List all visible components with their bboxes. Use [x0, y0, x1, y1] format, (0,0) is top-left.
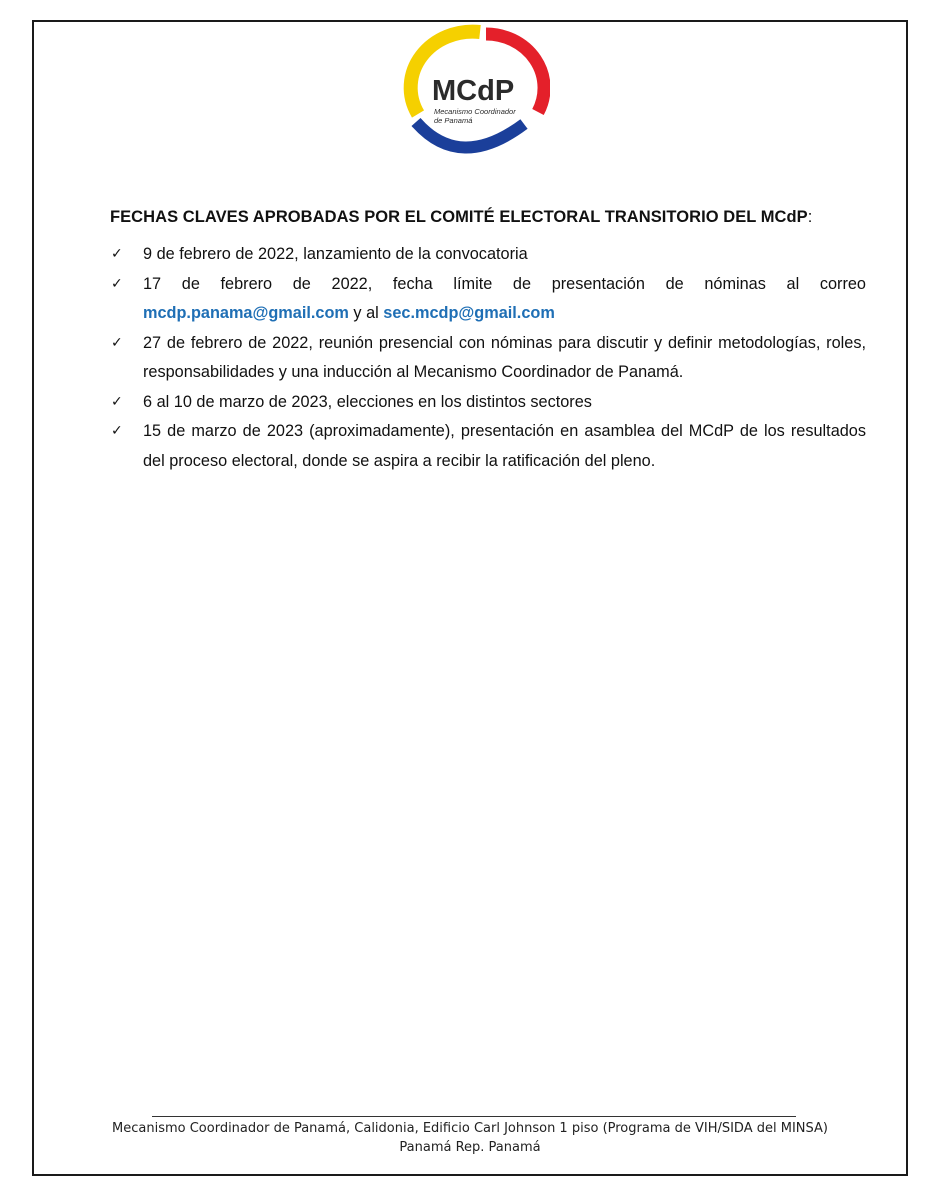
- key-dates-list: [110, 240, 866, 476]
- checkmark-icon: ✓: [111, 275, 123, 292]
- document-heading: [110, 208, 812, 227]
- item-connector: y al: [348, 304, 384, 322]
- logo-wordmark: MCdP: [432, 75, 515, 107]
- logo-subtitle-line2: de Panamá: [434, 116, 473, 125]
- checkmark-icon: ✓: [111, 246, 123, 262]
- mcdp-logo: [400, 22, 550, 160]
- logo-blue-arc: [416, 122, 524, 148]
- checkmark-icon: ✓: [111, 334, 123, 351]
- list-item: [110, 240, 866, 270]
- logo-subtitle-line1: Mecanismo Coordinador: [434, 107, 516, 116]
- heading-colon: :: [807, 208, 813, 226]
- email-link-sec-mcdp[interactable]: sec.mcdp@gmail.com: [383, 304, 555, 322]
- page-border: [32, 20, 908, 1176]
- list-item: [110, 417, 866, 476]
- item-text: 15 de marzo de 2023 (aproximadamente), presentación en asamblea del MCdP de los resultados del proceso electoral, donde se aspira a recibir la ratificación del pleno.: [143, 422, 866, 470]
- item-text: 6 al 10 de marzo de 2023, elecciones en los distintos sectores: [143, 392, 592, 411]
- footer-address: Mecanismo Coordinador de Panamá, Calidonia, Edificio Carl Johnson 1 piso (Programa de VIH/SIDA del MINSA): [112, 1121, 828, 1136]
- item-text: 17 de febrero de 2022, fecha límite de presentación de nóminas al correo: [143, 274, 866, 293]
- email-link-mcdp-panama[interactable]: mcdp.panama@gmail.com: [143, 304, 349, 322]
- checkmark-icon: ✓: [111, 393, 123, 410]
- list-item: [110, 329, 866, 388]
- item-text: 27 de febrero de 2022, reunión presencial con nóminas para discutir y definir metodologías, roles, responsabilidades y una inducción al Mecanismo Coordinador de Panamá.: [143, 333, 866, 381]
- checkmark-icon: ✓: [111, 423, 123, 439]
- footer-divider: [152, 1116, 796, 1117]
- heading-text: FECHAS CLAVES APROBADAS POR EL COMITÉ ELECTORAL TRANSITORIO DEL MCdP: [110, 208, 808, 226]
- list-item: [110, 270, 866, 329]
- mcdp-logo-graphic: [400, 22, 550, 160]
- footer-country: Panamá Rep. Panamá: [399, 1140, 541, 1155]
- item-text: 9 de febrero de 2022, lanzamiento de la convocatoria: [143, 245, 528, 263]
- list-item: [110, 388, 866, 418]
